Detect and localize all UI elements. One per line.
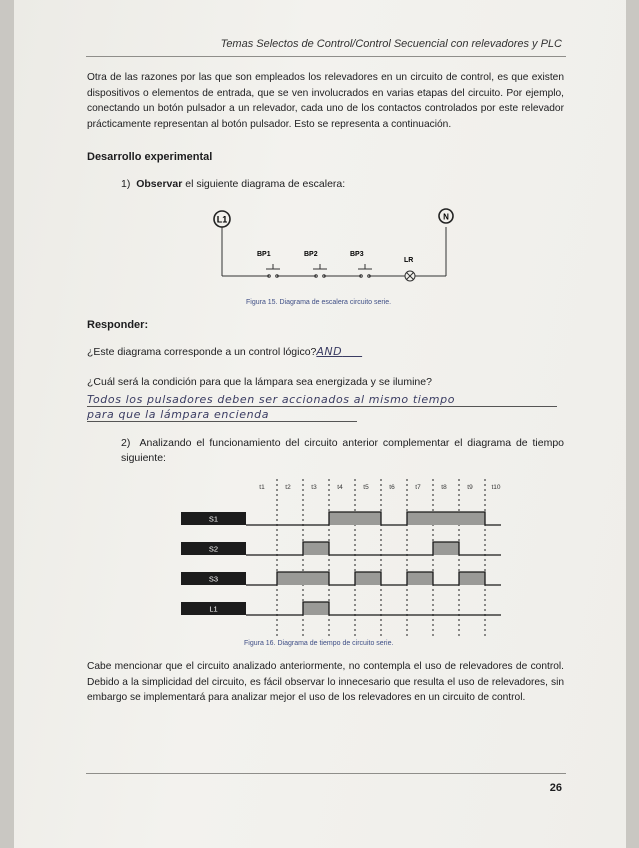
- answer-2-line-2: para que la lámpara encienda: [87, 408, 357, 422]
- high-pulse-s1: [329, 512, 381, 525]
- step-2: [121, 436, 564, 466]
- high-pulse-s3: [407, 572, 433, 585]
- time-label-t3: t3: [311, 484, 317, 491]
- contact-bp3: [350, 251, 372, 277]
- step-1-text: el siguiente diagrama de escalera:: [182, 178, 346, 190]
- time-label-t2: t2: [285, 484, 291, 491]
- high-pulse-s2: [433, 542, 459, 555]
- lamp-lr: [404, 257, 415, 281]
- answer-1: AND: [316, 345, 343, 358]
- contact-bp3-label: BP3: [350, 251, 364, 258]
- section-heading: Desarrollo experimental: [87, 151, 213, 163]
- intro-paragraph: Otra de las razones por las que son empleados los relevadores en un circuito de control, es que existen dispositivos o elementos de entrada, que se ven involucrados en varias etapas del circuito. Por ejemplo, conectando un botón pulsador a un relevador, cada uno de los contactos controlados por este relevador prácticamente representan al botón pulsador. Esto se representa a continuación.: [87, 72, 564, 130]
- high-pulse-s3: [277, 572, 329, 585]
- time-label-t1: t1: [259, 484, 265, 491]
- signal-label-s3: S3: [208, 574, 219, 584]
- document-page: [14, 0, 626, 848]
- time-label-t5: t5: [363, 484, 369, 491]
- waveform-s2: [246, 542, 501, 555]
- question-1-text: ¿Este diagrama corresponde a un control lógico?: [87, 346, 317, 358]
- timing-diagram: [177, 475, 501, 640]
- step-2-text: Analizando el funcionamiento del circuito anterior complementar el diagrama de tiempo siguiente:: [121, 437, 564, 464]
- waveform-l1: [246, 602, 501, 615]
- step-1-number: 1): [121, 178, 131, 190]
- time-label-t7: t7: [415, 484, 421, 491]
- running-head: Temas Selectos de Control/Control Secuencial con relevadores y PLC: [220, 38, 562, 50]
- right-rail-label: N: [443, 212, 449, 222]
- high-pulse-s3: [459, 572, 485, 585]
- contact-bp2: [304, 251, 327, 277]
- signal-label-l1: L1: [209, 604, 218, 614]
- figure-15-caption: Figura 15. Diagrama de escalera circuito serie.: [246, 299, 392, 306]
- high-pulse-s3: [355, 572, 381, 585]
- signal-label-s2: S2: [208, 544, 219, 554]
- question-1: [87, 345, 362, 358]
- time-label-t10: t10: [491, 484, 501, 491]
- contact-bp2-label: BP2: [304, 251, 318, 258]
- figure-16-caption: Figura 16. Diagrama de tiempo de circuito serie.: [244, 640, 394, 647]
- step-2-number: 2): [121, 437, 131, 449]
- header-rule: [86, 56, 566, 57]
- question-2: ¿Cuál será la condición para que la lámpara sea energizada y se ilumine?: [87, 376, 432, 388]
- page-number: 26: [549, 782, 562, 794]
- step-1: [121, 178, 345, 190]
- time-label-t4: t4: [337, 484, 343, 491]
- high-pulse-s1: [407, 512, 485, 525]
- contact-bp1-label: BP1: [257, 251, 271, 258]
- closing-paragraph: Cabe mencionar que el circuito analizado anteriormente, no contempla el uso de relevadores de control. Debido a la simplicidad del circuito, es fácil observar lo innecesario que resulta el uso de relevadores, sin embargo se implementará para analizar mejor el uso de los relevadores en un circuito de control.: [87, 661, 564, 704]
- time-label-t9: t9: [467, 484, 473, 491]
- respond-heading: Responder:: [87, 319, 149, 331]
- signal-label-s1: S1: [208, 514, 219, 524]
- high-pulse-l1: [303, 602, 329, 615]
- contact-bp1: [257, 251, 280, 277]
- step-1-bold: Observar: [136, 178, 183, 190]
- ladder-diagram: [209, 204, 461, 292]
- answer-2-line-1: Todos los pulsadores deben ser accionados al mismo tiempo: [87, 393, 557, 407]
- lamp-label: LR: [404, 257, 414, 264]
- left-rail-label: L1: [216, 214, 228, 225]
- time-label-t6: t6: [389, 484, 395, 491]
- high-pulse-s2: [303, 542, 329, 555]
- time-label-t8: t8: [441, 484, 447, 491]
- footer-rule: [86, 773, 566, 774]
